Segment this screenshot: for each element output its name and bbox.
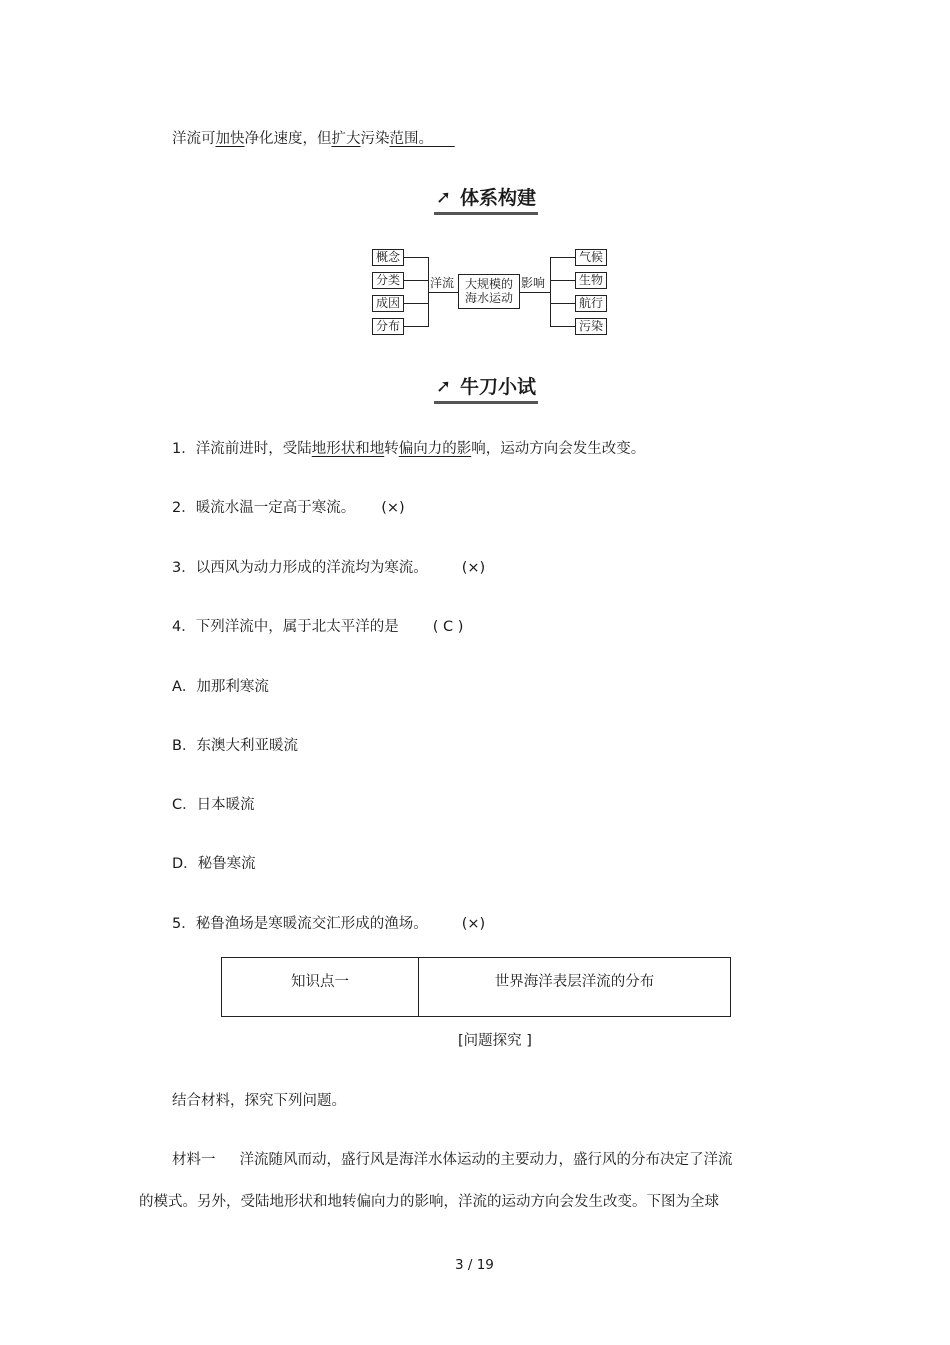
question-answer: (×) <box>461 916 486 932</box>
diagram-left-box: 成因 <box>372 295 404 312</box>
option-c <box>172 795 255 815</box>
diagram-right-box: 航行 <box>575 295 607 312</box>
question-1 <box>172 439 645 459</box>
question-number: 4． <box>172 619 196 635</box>
intro-underlined: 。 <box>418 131 433 147</box>
connector-line <box>520 292 550 293</box>
diagram-left-box: 分布 <box>372 318 404 335</box>
section-title-practice <box>434 375 538 402</box>
connector-line <box>404 257 428 258</box>
diagram-center-text: 大规模的 <box>464 277 513 291</box>
intro-blank <box>433 131 455 147</box>
intro-text: 污染 <box>360 131 390 147</box>
question-number: 1． <box>172 441 196 457</box>
connector-line <box>404 326 428 327</box>
connector-line <box>404 280 428 281</box>
question-text: 下列洋流中，属于北太平洋的是 <box>195 619 399 635</box>
diagram-right-box: 气候 <box>575 249 607 266</box>
question-2 <box>172 498 405 518</box>
material-1-line-1 <box>172 1150 733 1170</box>
question-text: 秘鲁渔场是寒暖流交汇形成的渔场。 <box>195 916 428 932</box>
diagram-left-label: 洋流 <box>430 276 455 290</box>
question-number: 3． <box>172 560 196 576</box>
question-text: 转 <box>384 441 399 457</box>
intro-underlined: 范围 <box>389 131 419 147</box>
knowledge-table <box>221 957 731 1017</box>
intro-text: 净化速度，但 <box>244 131 332 147</box>
intro-text: 洋流可 <box>172 131 216 147</box>
section-title-system <box>434 186 538 213</box>
table-row <box>222 958 731 1017</box>
option-key: B． <box>172 738 197 754</box>
option-key: D． <box>172 856 198 872</box>
question-text: 暖流水温一定高于寒流。 <box>195 500 356 516</box>
diagram-right-box: 生物 <box>575 272 607 289</box>
section-title-text: 牛刀小试 <box>460 376 537 398</box>
question-text: 响，运动方向会发生改变。 <box>471 441 646 457</box>
diagram-right-label: 影响 <box>521 276 546 290</box>
question-number: 2． <box>172 500 196 516</box>
connector-line <box>428 292 458 293</box>
intro-underlined: 扩大 <box>331 131 361 147</box>
intro-underlined: 加快 <box>215 131 245 147</box>
connector-line <box>404 303 428 304</box>
option-text: 加那利寒流 <box>196 679 269 695</box>
diagram-center-text: 海水运动 <box>464 291 513 305</box>
material-text: 洋流随风而动，盛行风是海洋水体运动的主要动力，盛行风的分布决定了洋流 <box>239 1152 733 1168</box>
intro-line <box>172 129 455 149</box>
diagram-center-box <box>458 274 520 309</box>
question-text: 洋流前进时，受陆 <box>195 441 312 457</box>
diagram-right-box: 污染 <box>575 318 607 335</box>
question-text: 以西风为动力形成的洋流均为寒流。 <box>195 560 428 576</box>
arrow-icon: ➚ <box>436 187 452 208</box>
question-number: 5． <box>172 916 196 932</box>
section-underline <box>434 401 538 404</box>
option-key: A． <box>172 679 197 695</box>
knowledge-label-cell: 知识点一 <box>222 958 419 1017</box>
material-1-line-2: 的模式。另外，受陆地形状和地转偏向力的影响，洋流的运动方向会发生改变。下图为全球 <box>139 1194 719 1210</box>
connector-line <box>550 303 575 304</box>
option-d <box>172 854 256 874</box>
connector-line <box>550 326 575 327</box>
material-label: 材料一 <box>172 1152 216 1168</box>
diagram-left-box: 概念 <box>372 249 404 266</box>
diagram-left-box: 分类 <box>372 272 404 289</box>
question-answer: (×) <box>381 500 405 516</box>
arrow-icon: ➚ <box>436 376 452 397</box>
question-underlined: 偏向力的影 <box>398 441 472 457</box>
inquiry-heading: [问题探究 ] <box>458 1033 532 1049</box>
knowledge-topic-cell: 世界海洋表层洋流的分布 <box>419 958 731 1017</box>
connector-line <box>550 280 575 281</box>
instruction-text: 结合材料，探究下列问题。 <box>172 1093 346 1109</box>
question-underlined: 地形状和地 <box>311 441 385 457</box>
option-text: 秘鲁寒流 <box>197 856 256 872</box>
page-number: 3 / 19 <box>455 1257 494 1273</box>
question-4 <box>172 617 463 637</box>
connector-line <box>550 257 551 327</box>
option-b <box>172 736 298 756</box>
question-answer: ( C ) <box>432 619 464 635</box>
option-text: 东澳大利亚暖流 <box>196 738 298 754</box>
option-key: C． <box>172 797 197 813</box>
question-answer: (×) <box>461 560 486 576</box>
question-3 <box>172 558 485 578</box>
section-underline <box>434 212 538 215</box>
option-text: 日本暖流 <box>196 797 255 813</box>
question-5 <box>172 914 485 934</box>
option-a <box>172 677 269 697</box>
section-title-text: 体系构建 <box>460 187 537 209</box>
connector-line <box>550 257 575 258</box>
concept-diagram <box>370 247 610 339</box>
